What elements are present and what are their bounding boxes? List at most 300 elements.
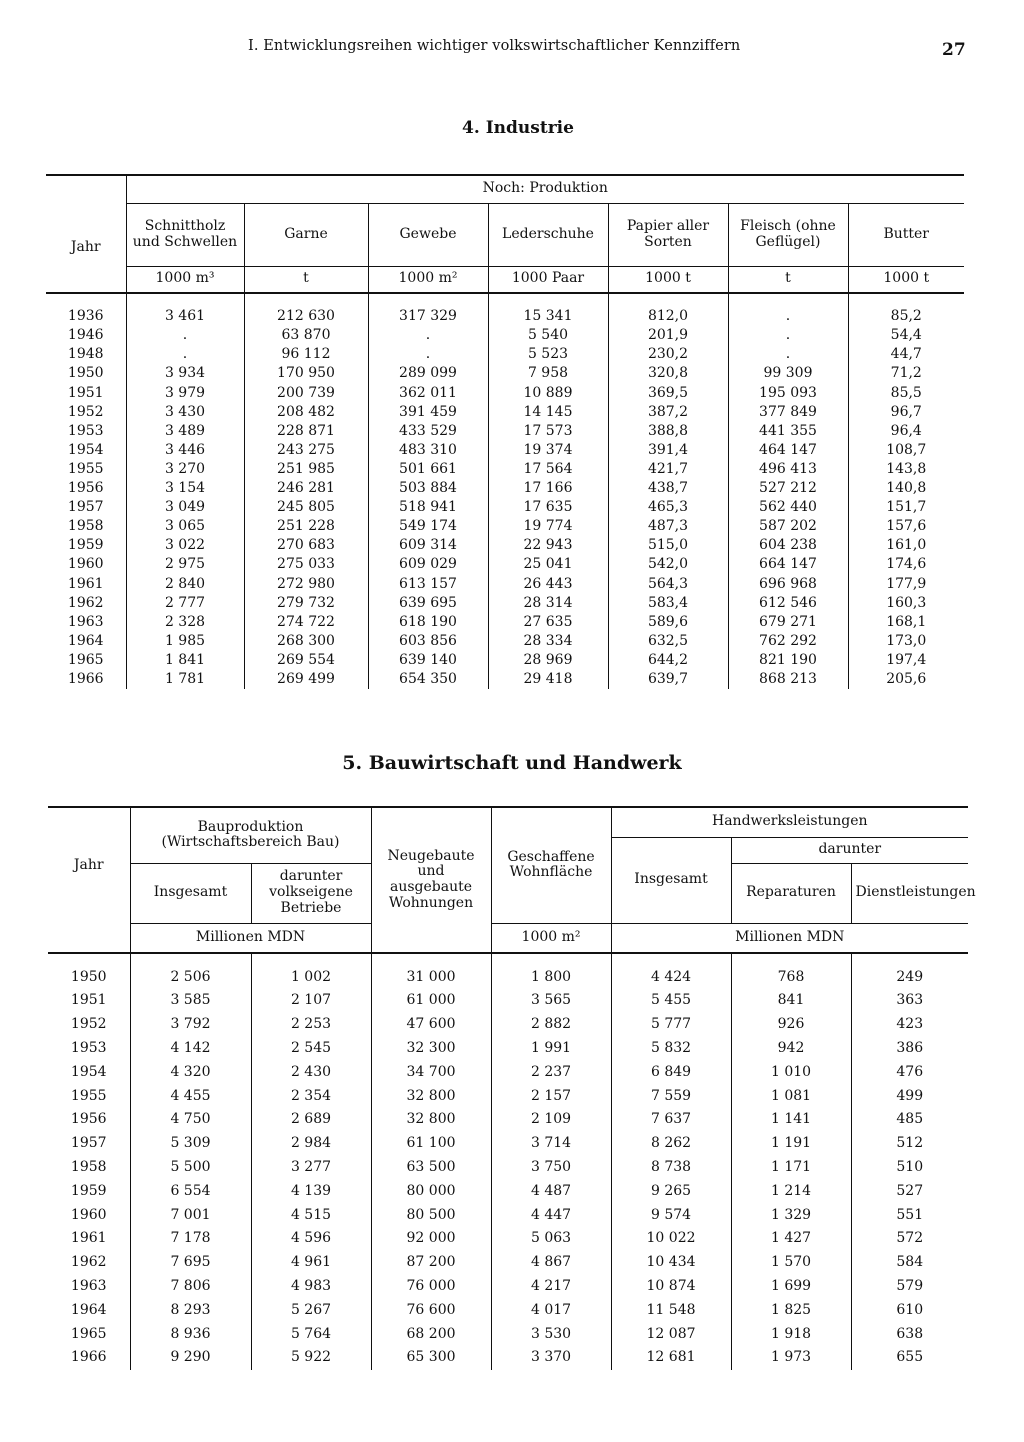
table-row: [48, 1227, 968, 1251]
table-row: [48, 1298, 968, 1322]
value-cell: 9 265: [611, 1179, 731, 1203]
value-cell: 589,6: [608, 613, 728, 632]
table-row: [46, 555, 964, 574]
industrie-table: [46, 174, 964, 689]
value-cell: 549 174: [368, 517, 488, 536]
value-cell: 2 984: [251, 1132, 371, 1156]
value-cell: 201,9: [608, 326, 728, 345]
value-cell: 19 774: [488, 517, 608, 536]
value-cell: 10 434: [611, 1251, 731, 1275]
value-cell: .: [126, 345, 244, 364]
value-cell: 317 329: [368, 307, 488, 326]
value-cell: 2 882: [491, 1013, 611, 1037]
value-cell: 1 991: [491, 1036, 611, 1060]
year-cell: 1959: [70, 1182, 107, 1199]
year-cell: 1950: [70, 968, 107, 985]
value-cell: 9 290: [130, 1346, 251, 1370]
value-cell: 3 585: [130, 989, 251, 1013]
value-cell: 2 840: [126, 574, 244, 593]
col-header-volkseigene: darunter volkseigene Betriebe: [251, 863, 371, 923]
value-cell: 1 171: [731, 1155, 851, 1179]
table-row: [46, 326, 964, 345]
year-cell: 1954: [70, 1063, 107, 1080]
value-cell: 170 950: [244, 364, 368, 383]
table-row: [46, 536, 964, 555]
unit-cell: t: [728, 266, 848, 293]
value-cell: 32 300: [371, 1036, 491, 1060]
header-rule: [488, 293, 608, 307]
value-cell: 584: [851, 1251, 968, 1275]
col-header-handwerk: Handwerksleistungen: [611, 807, 968, 837]
value-cell: 377 849: [728, 402, 848, 421]
year-cell: 1948: [67, 346, 104, 363]
value-cell: 1 918: [731, 1322, 851, 1346]
value-cell: 391,4: [608, 441, 728, 460]
value-cell: 76 600: [371, 1298, 491, 1322]
table-row: [46, 345, 964, 364]
header-rule: [126, 293, 244, 307]
value-cell: 603 856: [368, 632, 488, 651]
value-cell: 4 217: [491, 1274, 611, 1298]
value-cell: 1 081: [731, 1084, 851, 1108]
value-cell: 363: [851, 989, 968, 1013]
value-cell: 25 041: [488, 555, 608, 574]
value-cell: 1 329: [731, 1203, 851, 1227]
value-cell: 212 630: [244, 307, 368, 326]
value-cell: 3 154: [126, 479, 244, 498]
value-cell: 821 190: [728, 651, 848, 670]
table-row: [48, 1155, 968, 1179]
header-rule: [48, 953, 130, 965]
table-row: [48, 1274, 968, 1298]
value-cell: 483 310: [368, 441, 488, 460]
year-cell: 1965: [67, 651, 104, 668]
value-cell: 768: [731, 965, 851, 989]
group-header-produktion: Noch: Produktion: [126, 175, 964, 203]
col-header-wohnflaeche: Geschaffene Wohnfläche: [491, 807, 611, 923]
unit-cell-mdn: Millionen MDN: [611, 923, 968, 953]
year-cell: 1966: [70, 1349, 107, 1366]
value-cell: 228 871: [244, 422, 368, 441]
value-cell: 200 739: [244, 383, 368, 402]
value-cell: 2 237: [491, 1060, 611, 1084]
value-cell: .: [126, 326, 244, 345]
value-cell: 11 548: [611, 1298, 731, 1322]
value-cell: 17 635: [488, 498, 608, 517]
value-cell: 387,2: [608, 402, 728, 421]
year-cell: 1959: [67, 537, 104, 554]
value-cell: 421,7: [608, 460, 728, 479]
value-cell: 87 200: [371, 1251, 491, 1275]
table-row: [46, 422, 964, 441]
col-header-lederschuhe: Lederschuhe: [488, 203, 608, 266]
value-cell: 3 430: [126, 402, 244, 421]
value-cell: 812,0: [608, 307, 728, 326]
value-cell: 17 573: [488, 422, 608, 441]
value-cell: 1 800: [491, 965, 611, 989]
value-cell: 15 341: [488, 307, 608, 326]
value-cell: 564,3: [608, 574, 728, 593]
value-cell: 618 190: [368, 613, 488, 632]
year-cell: 1962: [67, 594, 104, 611]
value-cell: 5 764: [251, 1322, 371, 1346]
value-cell: 269 499: [244, 670, 368, 689]
value-cell: .: [728, 326, 848, 345]
value-cell: .: [368, 345, 488, 364]
header-rule: [728, 293, 848, 307]
value-cell: 7 695: [130, 1251, 251, 1275]
table-row: [46, 613, 964, 632]
value-cell: 2 975: [126, 555, 244, 574]
value-cell: 63 500: [371, 1155, 491, 1179]
year-cell: 1954: [67, 441, 104, 458]
value-cell: 551: [851, 1203, 968, 1227]
value-cell: 272 980: [244, 574, 368, 593]
table-row: [46, 479, 964, 498]
year-cell: 1965: [70, 1325, 107, 1342]
value-cell: 230,2: [608, 345, 728, 364]
value-cell: 476: [851, 1060, 968, 1084]
value-cell: 4 017: [491, 1298, 611, 1322]
value-cell: 3 489: [126, 422, 244, 441]
year-header: Jahr: [48, 807, 130, 923]
value-cell: 433 529: [368, 422, 488, 441]
year-cell: 1960: [67, 556, 104, 573]
col-header-dienstleistungen: Dienstleistungen: [851, 863, 968, 923]
value-cell: 4 750: [130, 1108, 251, 1132]
col-header-garne: Garne: [244, 203, 368, 266]
year-cell: 1958: [67, 518, 104, 535]
year-cell: 1950: [67, 365, 104, 382]
header-rule: [368, 293, 488, 307]
year-cell: 1962: [70, 1254, 107, 1271]
value-cell: 2 109: [491, 1108, 611, 1132]
year-cell: 1964: [67, 632, 104, 649]
value-cell: 510: [851, 1155, 968, 1179]
value-cell: 562 440: [728, 498, 848, 517]
value-cell: 34 700: [371, 1060, 491, 1084]
value-cell: 465,3: [608, 498, 728, 517]
year-cell: 1964: [70, 1301, 107, 1318]
value-cell: 61 000: [371, 989, 491, 1013]
year-cell: 1961: [67, 575, 104, 592]
value-cell: 6 554: [130, 1179, 251, 1203]
year-cell: 1946: [67, 327, 104, 344]
header-rule: [611, 953, 731, 965]
value-cell: 3 049: [126, 498, 244, 517]
value-cell: 168,1: [848, 613, 964, 632]
value-cell: 4 983: [251, 1274, 371, 1298]
value-cell: 8 262: [611, 1132, 731, 1156]
value-cell: 28 314: [488, 593, 608, 612]
year-cell: 1961: [70, 1230, 107, 1247]
unit-cell: 1000 t: [608, 266, 728, 293]
value-cell: 85,5: [848, 383, 964, 402]
value-cell: 3 461: [126, 307, 244, 326]
table-row: [46, 498, 964, 517]
value-cell: 28 969: [488, 651, 608, 670]
value-cell: 499: [851, 1084, 968, 1108]
value-cell: 32 800: [371, 1084, 491, 1108]
value-cell: 609 029: [368, 555, 488, 574]
value-cell: 251 228: [244, 517, 368, 536]
header-rule: [371, 953, 491, 965]
value-cell: 4 139: [251, 1179, 371, 1203]
value-cell: 96 112: [244, 345, 368, 364]
year-cell: 1951: [67, 384, 104, 401]
value-cell: 926: [731, 1013, 851, 1037]
value-cell: 386: [851, 1036, 968, 1060]
value-cell: 243 275: [244, 441, 368, 460]
value-cell: 251 985: [244, 460, 368, 479]
value-cell: 245 805: [244, 498, 368, 517]
value-cell: 270 683: [244, 536, 368, 555]
value-cell: 496 413: [728, 460, 848, 479]
value-cell: 197,4: [848, 651, 964, 670]
value-cell: 2 157: [491, 1084, 611, 1108]
value-cell: 639 695: [368, 593, 488, 612]
value-cell: 7 178: [130, 1227, 251, 1251]
value-cell: 579: [851, 1274, 968, 1298]
value-cell: 10 874: [611, 1274, 731, 1298]
value-cell: 68 200: [371, 1322, 491, 1346]
table-row: [46, 651, 964, 670]
value-cell: 1 427: [731, 1227, 851, 1251]
value-cell: 249: [851, 965, 968, 989]
value-cell: 5 832: [611, 1036, 731, 1060]
value-cell: 3 750: [491, 1155, 611, 1179]
year-cell: 1952: [67, 403, 104, 420]
value-cell: 3 446: [126, 441, 244, 460]
value-cell: 2 354: [251, 1084, 371, 1108]
value-cell: 632,5: [608, 632, 728, 651]
value-cell: 63 870: [244, 326, 368, 345]
table-row: [46, 460, 964, 479]
value-cell: 3 792: [130, 1013, 251, 1037]
value-cell: 542,0: [608, 555, 728, 574]
value-cell: 942: [731, 1036, 851, 1060]
value-cell: 5 309: [130, 1132, 251, 1156]
value-cell: 3 065: [126, 517, 244, 536]
year-cell: 1963: [67, 613, 104, 630]
value-cell: 4 455: [130, 1084, 251, 1108]
value-cell: 5 500: [130, 1155, 251, 1179]
value-cell: 369,5: [608, 383, 728, 402]
value-cell: 388,8: [608, 422, 728, 441]
value-cell: 3 022: [126, 536, 244, 555]
value-cell: 32 800: [371, 1108, 491, 1132]
header-rule: [848, 293, 964, 307]
value-cell: 3 565: [491, 989, 611, 1013]
year-cell: 1957: [70, 1135, 107, 1152]
value-cell: 515,0: [608, 536, 728, 555]
value-cell: 76 000: [371, 1274, 491, 1298]
value-cell: 512: [851, 1132, 968, 1156]
value-cell: 269 554: [244, 651, 368, 670]
value-cell: 4 961: [251, 1251, 371, 1275]
value-cell: 7 806: [130, 1274, 251, 1298]
value-cell: 71,2: [848, 364, 964, 383]
col-header-gewebe: Gewebe: [368, 203, 488, 266]
value-cell: 19 374: [488, 441, 608, 460]
value-cell: 487,3: [608, 517, 728, 536]
value-cell: .: [728, 345, 848, 364]
value-cell: 151,7: [848, 498, 964, 517]
table-row: [46, 574, 964, 593]
value-cell: 5 540: [488, 326, 608, 345]
value-cell: 8 738: [611, 1155, 731, 1179]
value-cell: 3 370: [491, 1346, 611, 1370]
value-cell: 9 574: [611, 1203, 731, 1227]
header-rule: [491, 953, 611, 965]
value-cell: 2 545: [251, 1036, 371, 1060]
value-cell: 246 281: [244, 479, 368, 498]
value-cell: 1 191: [731, 1132, 851, 1156]
value-cell: 289 099: [368, 364, 488, 383]
value-cell: 1 141: [731, 1108, 851, 1132]
value-cell: 6 849: [611, 1060, 731, 1084]
value-cell: 518 941: [368, 498, 488, 517]
page-number: 27: [942, 40, 966, 60]
value-cell: 174,6: [848, 555, 964, 574]
table-row: [48, 1346, 968, 1370]
value-cell: 2 689: [251, 1108, 371, 1132]
value-cell: 29 418: [488, 670, 608, 689]
header-rule: [244, 293, 368, 307]
year-cell: 1955: [70, 1087, 107, 1104]
value-cell: 1 010: [731, 1060, 851, 1084]
value-cell: 503 884: [368, 479, 488, 498]
value-cell: 7 559: [611, 1084, 731, 1108]
value-cell: 143,8: [848, 460, 964, 479]
header-rule: [130, 953, 251, 965]
year-cell: 1951: [70, 992, 107, 1009]
table-row: [46, 593, 964, 612]
value-cell: 4 320: [130, 1060, 251, 1084]
unit-cell-mdn: Millionen MDN: [130, 923, 371, 953]
value-cell: 2 430: [251, 1060, 371, 1084]
value-cell: 485: [851, 1108, 968, 1132]
year-cell: 1957: [67, 499, 104, 516]
value-cell: 173,0: [848, 632, 964, 651]
table-row: [48, 1132, 968, 1156]
value-cell: 655: [851, 1346, 968, 1370]
value-cell: 587 202: [728, 517, 848, 536]
value-cell: 5 267: [251, 1298, 371, 1322]
year-header: Jahr: [70, 238, 101, 255]
value-cell: 762 292: [728, 632, 848, 651]
value-cell: 3 270: [126, 460, 244, 479]
corner-cell: [46, 175, 126, 203]
value-cell: 10 022: [611, 1227, 731, 1251]
table-row: [48, 1322, 968, 1346]
unit-cell: 1000 Paar: [488, 266, 608, 293]
value-cell: 320,8: [608, 364, 728, 383]
value-cell: 2 107: [251, 989, 371, 1013]
table-row: [48, 1108, 968, 1132]
value-cell: 604 238: [728, 536, 848, 555]
value-cell: 664 147: [728, 555, 848, 574]
value-cell: 612 546: [728, 593, 848, 612]
value-cell: 140,8: [848, 479, 964, 498]
value-cell: 868 213: [728, 670, 848, 689]
value-cell: 639,7: [608, 670, 728, 689]
unit-cell: t: [244, 266, 368, 293]
value-cell: 2 506: [130, 965, 251, 989]
industrie-table-body: [46, 307, 964, 689]
value-cell: 2 328: [126, 613, 244, 632]
value-cell: 5 777: [611, 1013, 731, 1037]
year-cell: 1956: [70, 1111, 107, 1128]
value-cell: 1 973: [731, 1346, 851, 1370]
bau-table-body: [48, 965, 968, 1370]
year-cell: 1936: [67, 308, 104, 325]
header-rule: [851, 953, 968, 965]
value-cell: 679 271: [728, 613, 848, 632]
value-cell: 441 355: [728, 422, 848, 441]
value-cell: 22 943: [488, 536, 608, 555]
value-cell: 5 063: [491, 1227, 611, 1251]
value-cell: 14 145: [488, 402, 608, 421]
value-cell: 161,0: [848, 536, 964, 555]
value-cell: 1 825: [731, 1298, 851, 1322]
value-cell: 12 087: [611, 1322, 731, 1346]
value-cell: 268 300: [244, 632, 368, 651]
value-cell: 5 455: [611, 989, 731, 1013]
table-row: [48, 989, 968, 1013]
value-cell: 8 936: [130, 1322, 251, 1346]
value-cell: 4 447: [491, 1203, 611, 1227]
value-cell: 8 293: [130, 1298, 251, 1322]
table-row: [48, 1036, 968, 1060]
value-cell: 3 934: [126, 364, 244, 383]
value-cell: .: [368, 326, 488, 345]
value-cell: 275 033: [244, 555, 368, 574]
value-cell: 7 958: [488, 364, 608, 383]
value-cell: 1 214: [731, 1179, 851, 1203]
value-cell: 3 530: [491, 1322, 611, 1346]
table-row: [46, 364, 964, 383]
col-header-bau-insgesamt: Insgesamt: [130, 863, 251, 923]
value-cell: 610: [851, 1298, 968, 1322]
year-cell: 1966: [67, 670, 104, 687]
value-cell: 1 781: [126, 670, 244, 689]
col-header-darunter: darunter: [731, 837, 968, 863]
value-cell: 841: [731, 989, 851, 1013]
value-cell: 160,3: [848, 593, 964, 612]
value-cell: 177,9: [848, 574, 964, 593]
section-title-bau: 5. Bauwirtschaft und Handwerk: [342, 752, 682, 774]
value-cell: 527: [851, 1179, 968, 1203]
col-header-bauproduktion: Bauproduktion (Wirtschaftsbereich Bau): [130, 807, 371, 863]
bau-table: [48, 806, 976, 1370]
value-cell: 274 722: [244, 613, 368, 632]
value-cell: 7 001: [130, 1203, 251, 1227]
col-header-schnittholz: Schnittholz und Schwellen: [126, 203, 244, 266]
value-cell: 639 140: [368, 651, 488, 670]
value-cell: 92 000: [371, 1227, 491, 1251]
value-cell: 279 732: [244, 593, 368, 612]
col-header-handwerk-insgesamt: Insgesamt: [611, 837, 731, 923]
value-cell: 3 714: [491, 1132, 611, 1156]
value-cell: 1 002: [251, 965, 371, 989]
table-row: [46, 307, 964, 326]
value-cell: 1 699: [731, 1274, 851, 1298]
table-row: [46, 402, 964, 421]
value-cell: 464 147: [728, 441, 848, 460]
value-cell: 644,2: [608, 651, 728, 670]
unit-spacer: [48, 923, 130, 953]
